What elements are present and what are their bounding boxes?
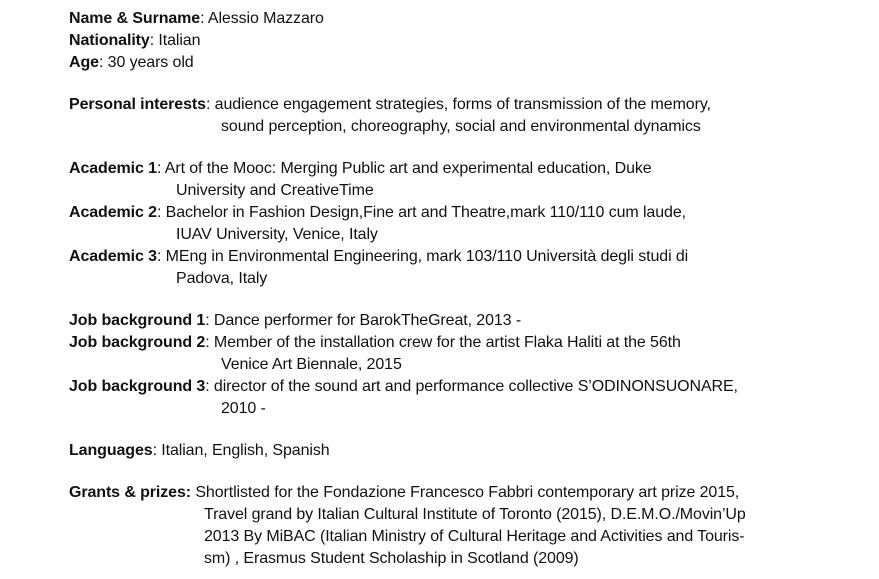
name-line: Name & Surname: Alessio Mazzaro	[69, 10, 324, 27]
academic-2-text-1: Bachelor in Fashion Design,Fine art and Theatre,mark 110/110 cum laude,	[165, 204, 686, 221]
interests-label: Personal interests	[69, 96, 206, 113]
academic-2-label: Academic 2	[69, 204, 157, 221]
grants-text-4: sm) , Erasmus Student Scholaship in Scotland (2009)	[204, 550, 579, 567]
job-1-text-1: Dance performer for BarokTheGreat, 2013 -	[213, 312, 522, 329]
job-2-text-1: Member of the installation crew for the artist Flaka Haliti at the 56th	[213, 334, 681, 351]
academic-1-line-1: Academic 1: Art of the Mooc: Merging Public art and experimental education, Duke	[69, 160, 652, 177]
job-3-line-2	[69, 398, 869, 420]
job-1-line-1: Job background 1: Dance performer for BarokTheGreat, 2013 -	[69, 312, 522, 329]
grants-line-2	[69, 504, 869, 526]
academic-3-label: Academic 3	[69, 248, 157, 265]
name-value: Alessio Mazzaro	[207, 10, 324, 27]
nationality-value: Italian	[158, 32, 201, 49]
age-value: 30 years old	[107, 54, 194, 71]
languages-value: Italian, English, Spanish	[161, 442, 330, 459]
languages-label: Languages	[69, 442, 153, 459]
grants-text-2: Travel grand by Italian Cultural Institute of Toronto (2015), D.E.M.O./Movin’Up	[204, 506, 746, 523]
grants-line-1	[69, 482, 869, 504]
job-3-text-2: 2010 -	[221, 400, 266, 417]
job-3-label: Job background 3	[69, 378, 206, 395]
academic-1-text-2: University and CreativeTime	[176, 182, 374, 199]
academic-3-line-2	[69, 268, 869, 290]
interests-line-2	[69, 116, 869, 138]
job-2-line-2	[69, 354, 869, 376]
age-label: Age	[69, 54, 99, 71]
academic-1-label: Academic 1	[69, 160, 157, 177]
job-2-line-1: Job background 2: Member of the installation crew for the artist Flaka Haliti at the 56th	[69, 334, 681, 351]
job-2-text-2: Venice Art Biennale, 2015	[221, 356, 402, 373]
interests-text-1: audience engagement strategies, forms of transmission of the memory,	[214, 96, 711, 113]
name-label: Name & Surname	[69, 10, 201, 27]
grants-label: Grants & prizes:	[69, 484, 191, 501]
job-3-text-1: director of the sound art and performance collective S’ODINONSUONARE,	[213, 378, 738, 395]
academic-1-line-2	[69, 180, 869, 202]
academic-2-line-1: Academic 2: Bachelor in Fashion Design,Fine art and Theatre,mark 110/110 cum laude,	[69, 204, 686, 221]
nationality-line: Nationality: Italian	[69, 32, 201, 49]
job-3-line-1: Job background 3: director of the sound art and performance collective S’ODINONSUONARE,	[69, 378, 738, 395]
academic-3-line-1: Academic 3: MEng in Environmental Engineering, mark 103/110 Università degli studi di	[69, 248, 689, 265]
academic-2-line-2	[69, 224, 869, 246]
job-1-label: Job background 1	[69, 312, 206, 329]
age-line: Age: 30 years old	[69, 54, 194, 71]
grants-line-4	[69, 548, 869, 570]
academic-3-text-2: Padova, Italy	[176, 270, 268, 287]
grants-text-1: Shortlisted for the Fondazione Francesco Fabbri contemporary art prize 2015,	[195, 484, 740, 501]
academic-1-text-1: Art of the Mooc: Merging Public art and experimental education, Duke	[164, 160, 652, 177]
interests-line-1: Personal interests: audience engagement strategies, forms of transmission of the memory,	[69, 96, 711, 113]
academic-2-text-2: IUAV University, Venice, Italy	[176, 226, 378, 243]
academic-3-text-1: MEng in Environmental Engineering, mark 103/110 Università degli studi di	[165, 248, 689, 265]
cv-document	[69, 8, 869, 570]
grants-line-3	[69, 526, 869, 548]
languages-line: Languages: Italian, English, Spanish	[69, 442, 330, 459]
grants-text-3: 2013 By MiBAC (Italian Ministry of Cultural Heritage and Activities and Touris-	[204, 528, 745, 545]
interests-text-2: sound perception, choreography, social and environmental dynamics	[221, 118, 701, 135]
job-2-label: Job background 2	[69, 334, 206, 351]
nationality-label: Nationality	[69, 32, 150, 49]
